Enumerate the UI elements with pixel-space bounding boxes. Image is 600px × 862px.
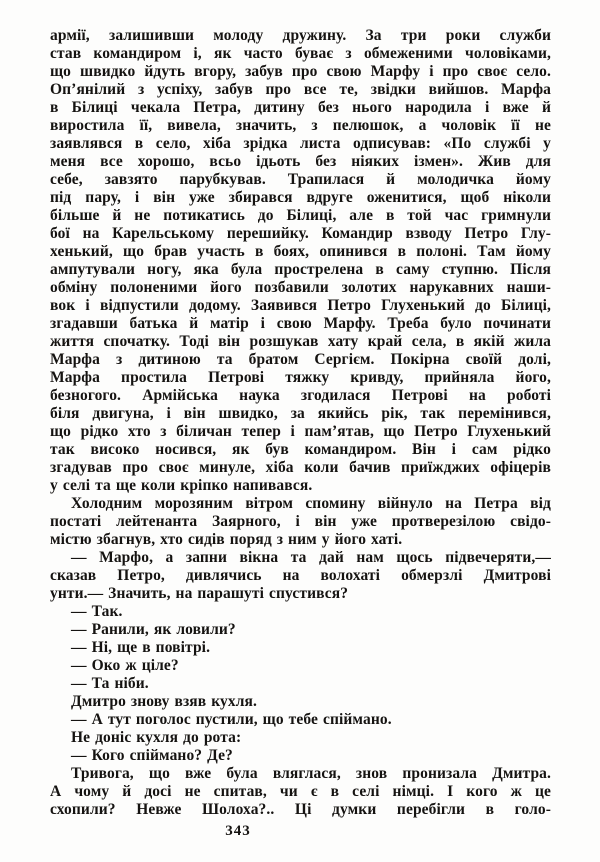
text-line: так високо носився, як був командиром. Він і сам рідко	[50, 441, 551, 458]
text-line: Не доніс кухля до рота:	[71, 729, 242, 746]
text-line: унти.— Значить, на парашуті спустився?	[50, 585, 349, 602]
text-block	[50, 27, 551, 819]
text-line: постаті лейтенанта Заярного, і він уже протверезілою свідо-	[50, 513, 551, 530]
text-line: біля двигуна, і він швидко, за якийсь рік, так перемінився,	[50, 405, 551, 422]
text-line: безногого. Армійська наука згодилася Петрові на роботі	[50, 387, 551, 404]
text-line: — А тут поголос пустили, що тебе спіймано.	[71, 711, 392, 728]
text-line: А чому й досі не спитав, чи є в селі німці. І кого ж це	[50, 783, 551, 800]
text-line: хенький, що брав участь в боях, опинився в полоні. Там йому	[50, 243, 551, 260]
text-line: під пару, і він уже збирався вдруге оженитися, щоб ніколи	[50, 189, 551, 206]
text-line: Оп’янілий з успіху, забув про все те, звідки вийшов. Марфа	[50, 81, 551, 98]
text-line: бої на Карельському перешийку. Командир взводу Петро Глу-	[50, 225, 551, 242]
text-line: себе, завзято парубкував. Трапилася й молодичка йому	[50, 171, 551, 188]
text-line: ампутували ногу, яка була прострелена в саму ступню. Після	[50, 261, 551, 278]
text-line: Холодним морозяним вітром спомину війнуло на Петра від	[71, 495, 551, 512]
text-line: згадавши батька й матір і свою Марфу. Треба було починати	[50, 315, 551, 332]
page-number: 343	[225, 823, 251, 839]
text-line: — Око ж ціле?	[71, 657, 179, 674]
text-line: — Ні, ще в повітрі.	[71, 639, 211, 656]
text-line: містю збагнув, хто сидів поряд з ним у його хаті.	[50, 531, 403, 548]
text-line: у селі та ще коли кріпко напивався.	[50, 477, 313, 494]
text-line: що швидко йдуть вгору, забув про свою Марфу і про своє село.	[50, 63, 551, 80]
text-line: обміну полоненими його позбавили золотих нарукавних наши-	[50, 279, 551, 296]
text-line: Марфа простила Петрові тяжку кривду, прийняла його,	[50, 369, 551, 386]
text-line: став командиром і, як часто буває з обмеженими чоловіками,	[50, 45, 551, 62]
text-line: більше й не потикатись до Білиці, але в той час гримнули	[50, 207, 551, 224]
text-line: — Ранили, як ловили?	[71, 621, 236, 638]
text-line: — Та ніби.	[71, 675, 149, 692]
text-line: — Так.	[71, 603, 123, 620]
text-line: що рідко хто з біличан тепер і пам’ятав, що Петро Глухенький	[50, 423, 551, 440]
text-line: схопили? Невже Шолоха?.. Ці думки перебігли в голо-	[50, 801, 551, 818]
text-line: в Білиці чекала Петра, дитину без нього народила і вже й	[50, 99, 551, 116]
text-line: сказав Петро, дивлячись на волохаті обмерзлі Дмитрові	[50, 567, 551, 584]
text-line: Тривога, що вже була вляглася, знов пронизала Дмитра.	[71, 765, 551, 782]
text-line: — Кого спіймано? Де?	[71, 747, 233, 764]
text-line: Дмитро знову взяв кухля.	[71, 693, 257, 710]
text-line: меня все хорошо, всьо ідьоть без ніяких ізмен». Жив для	[50, 153, 551, 170]
text-line: життя спочатку. Тоді він розшукав хату край села, в якій жила	[50, 333, 551, 350]
text-line: — Марфо, а запни вікна та дай нам щось підвечеряти,—	[71, 549, 551, 566]
text-line: виростила її, вивела, значить, з пелюшок, а чоловік її не	[50, 117, 551, 134]
text-line: згадував про своє минуле, хіба коли бачив приїжджих офіцерів	[50, 459, 551, 476]
text-line: армії, залишивши молоду дружину. За три роки служби	[50, 27, 551, 44]
text-line: вок і відпустили додому. Заявився Петро Глухенький до Білиці,	[50, 297, 551, 314]
text-line: заявлявся в село, хіба зрідка листа одписував: «По службі у	[50, 135, 551, 152]
text-line: Марфа з дитиною та братом Сергієм. Покірна своїй долі,	[50, 351, 551, 368]
